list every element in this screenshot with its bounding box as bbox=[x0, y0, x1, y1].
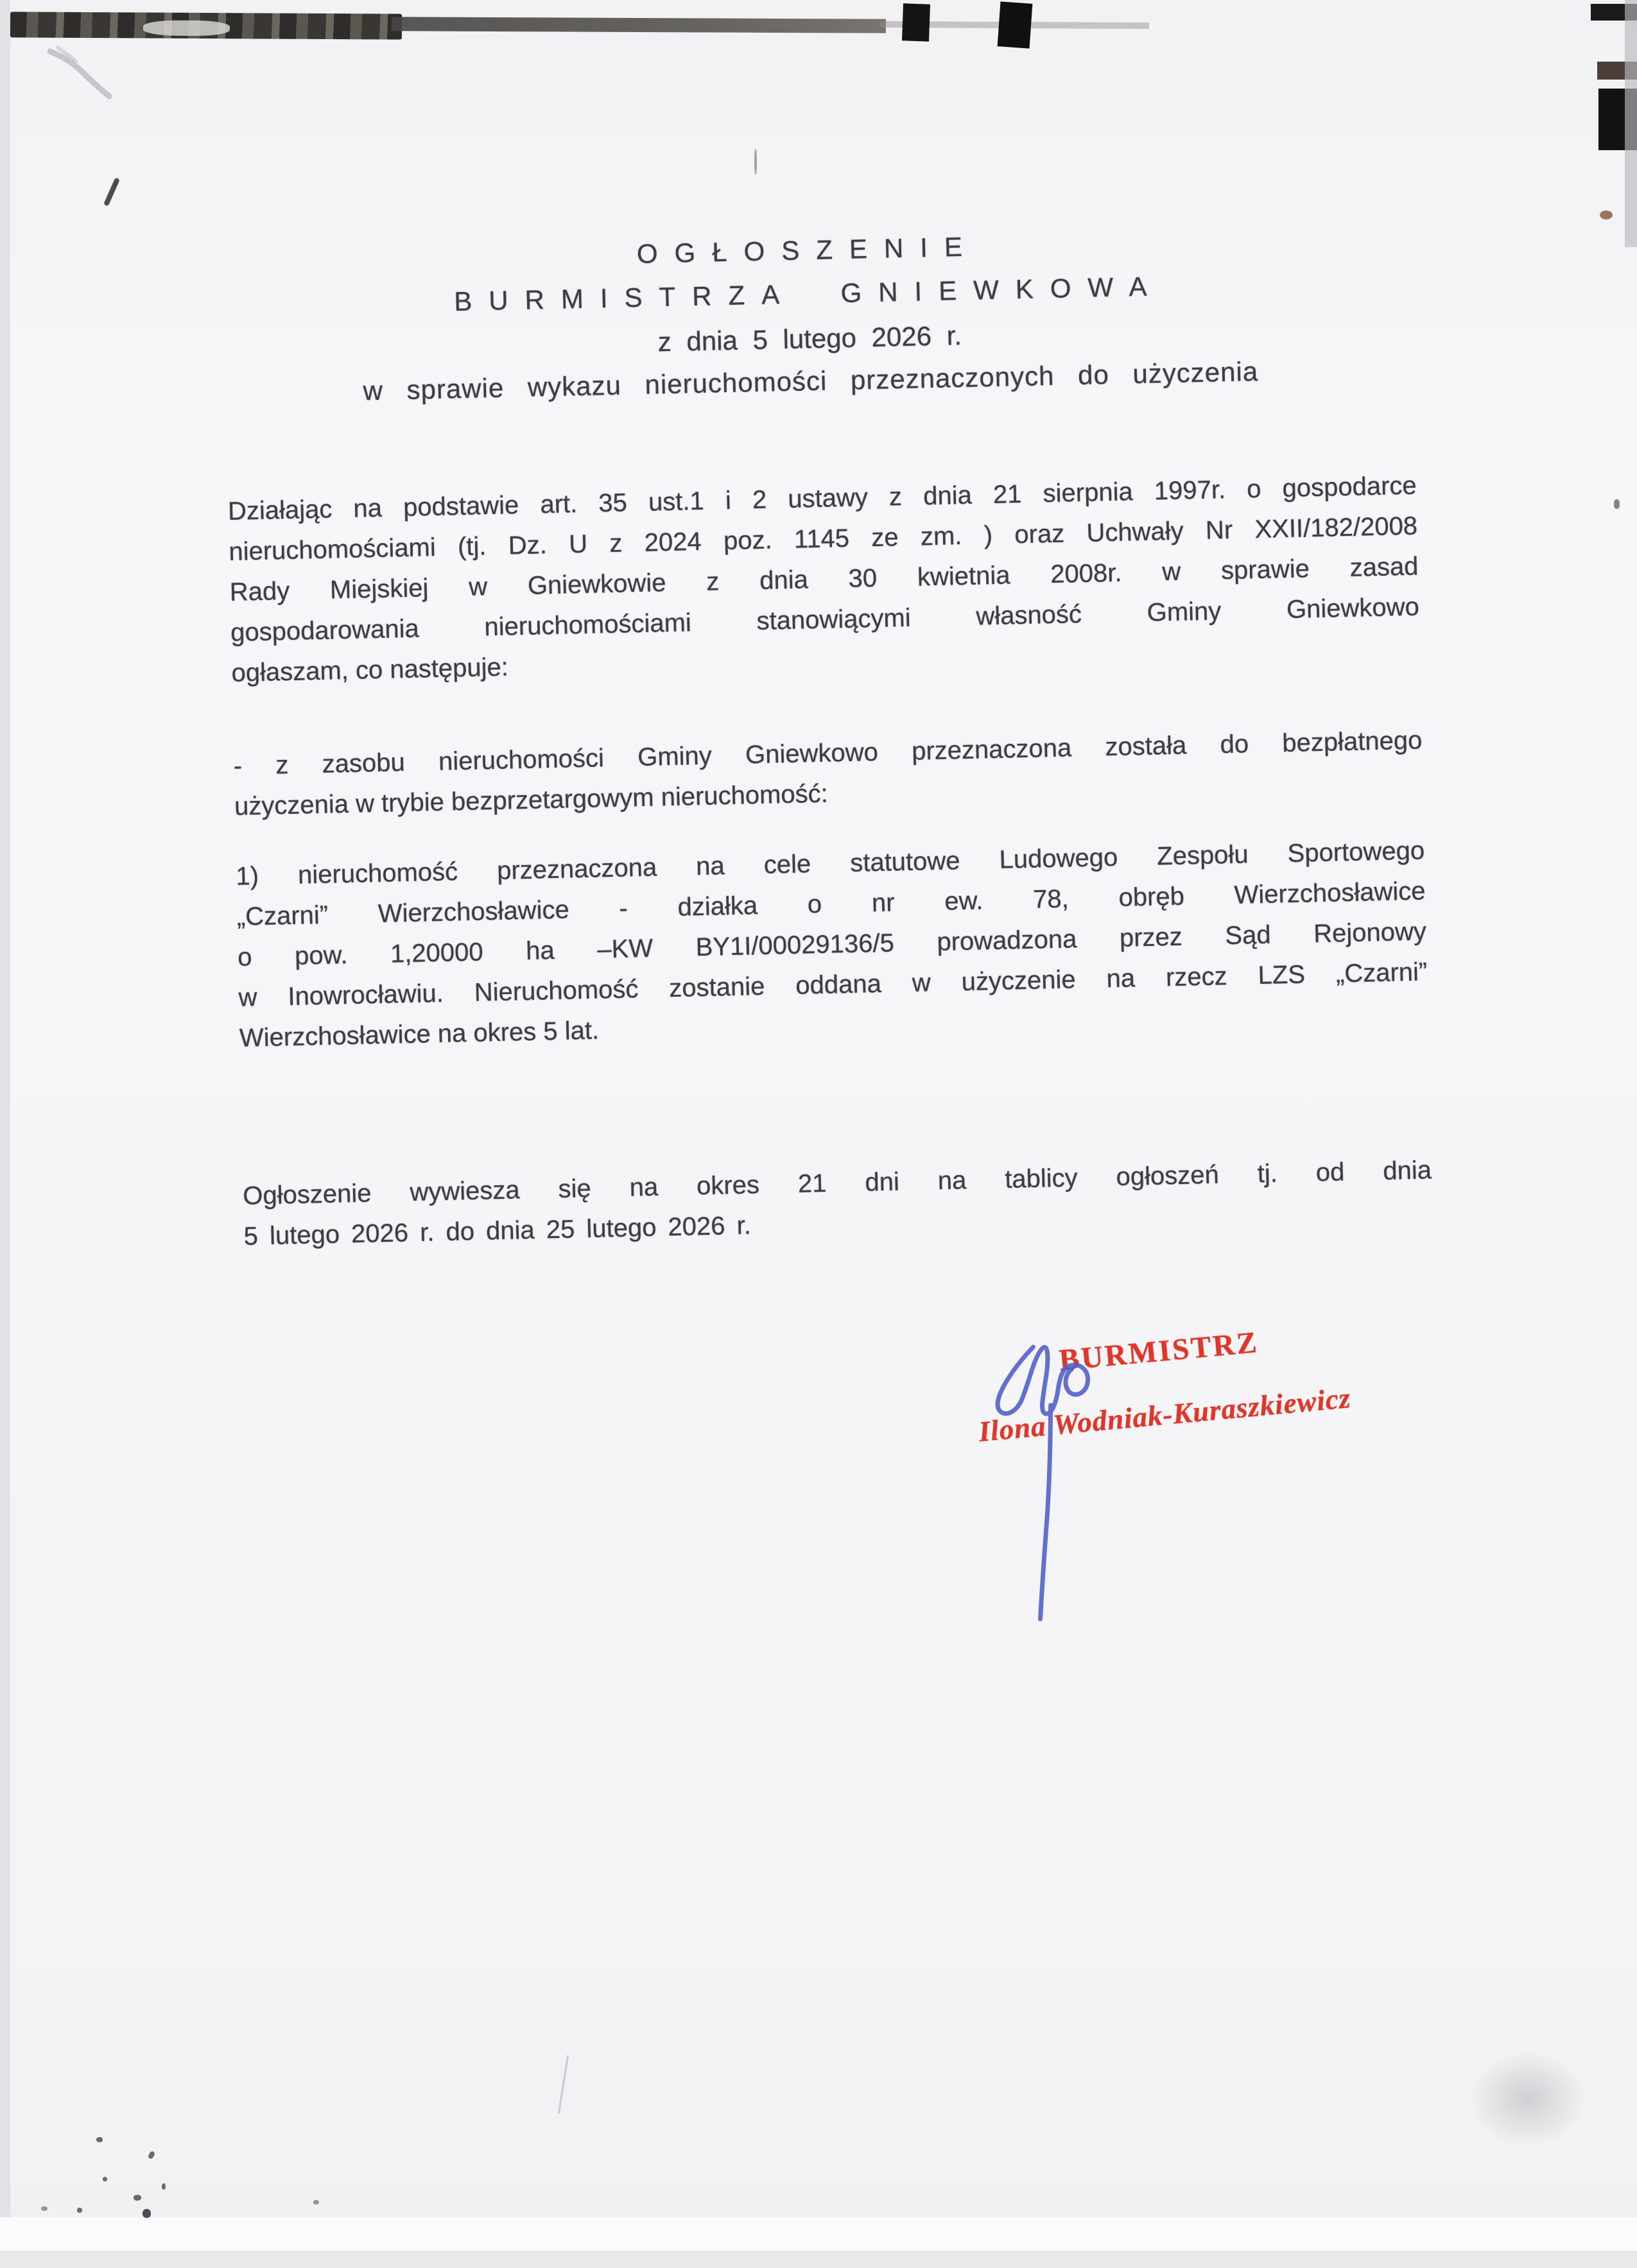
document-subtitle-issuer: BURMISTRZA GNIEWKOWA bbox=[453, 271, 1165, 317]
stamp-title: BURMISTRZ bbox=[1057, 1325, 1260, 1378]
signer-name: Ilona Wodniak-Kuraszkiewicz bbox=[977, 1381, 1353, 1448]
paragraph-line: Rady Miejskiej w Gniewkowie z dnia 30 kwietnia 2008r. w sprawie zasad bbox=[229, 552, 1419, 606]
paragraph-line: w Inowrocławiu. Nieruchomość zostanie oddana w użyczenie na rzecz LZS „Czarni” bbox=[238, 958, 1428, 1012]
paragraph-line: Wierzchosławice na okres 5 lat. bbox=[239, 1016, 600, 1052]
paragraph-line: „Czarni” Wierzchosławice - działka o nr ew. 78, obręb Wierzchosławice bbox=[236, 877, 1426, 931]
paragraph-line: Ogłoszenie wywiesza się na okres 21 dni na tablicy ogłoszeń tj. od dnia bbox=[242, 1156, 1432, 1210]
document-subject-line: w sprawie wykazu nieruchomości przeznaczonych do użyczenia bbox=[363, 356, 1259, 406]
paragraph-line: 5 lutego 2026 r. do dnia 25 lutego 2026 r. bbox=[243, 1211, 752, 1251]
scanner-artifact-corner bbox=[1625, 0, 1637, 247]
document-date-line: z dnia 5 lutego 2026 r. bbox=[657, 320, 962, 357]
signature bbox=[949, 1308, 1199, 1654]
paragraph-line: nieruchomościami (tj. Dz. U z 2024 poz. 1145 ze zm. ) oraz Uchwały Nr XXII/182/2008 bbox=[228, 511, 1418, 566]
paragraph-line: 1) nieruchomość przeznaczona na cele statutowe Ludowego Zespołu Sportowego bbox=[236, 836, 1425, 891]
paragraph-line: Działając na podstawie art. 35 ust.1 i 2 ustawy z dnia 21 sierpnia 1997r. o gospodarce bbox=[227, 471, 1417, 526]
paragraph-line: gospodarowania nieruchomościami stanowiącymi własność Gminy Gniewkowo bbox=[230, 592, 1420, 647]
document-title: OGŁOSZENIE bbox=[636, 231, 980, 269]
paragraph-line: o pow. 1,20000 ha –KW BY1I/00029136/5 prowadzona przez Sąd Rejonowy bbox=[237, 917, 1427, 972]
paragraph-line: użyczenia w trybie bezprzetargowym nieruchomość: bbox=[234, 779, 829, 821]
paragraph-line: ogłaszam, co następuje: bbox=[231, 653, 509, 687]
paragraph-line: - z zasobu nieruchomości Gminy Gniewkowo przeznaczona została do bezpłatnego bbox=[233, 726, 1423, 780]
